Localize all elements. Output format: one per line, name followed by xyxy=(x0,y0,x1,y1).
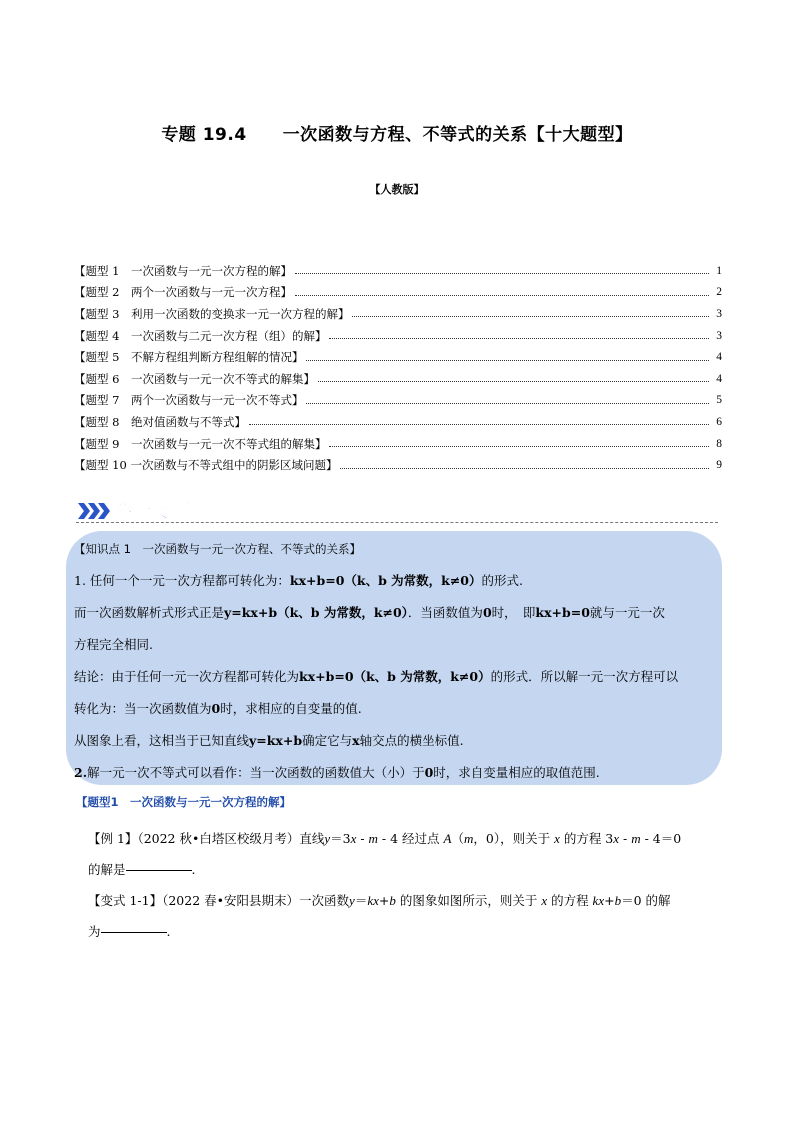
toc-leader xyxy=(295,295,709,296)
toc-item-label: 【题型 10 一次函数与不等式组中的阴影区域问题】 xyxy=(74,458,338,473)
toc-page-number: 3 xyxy=(716,307,722,320)
toc-item[interactable] xyxy=(74,303,722,325)
page-title xyxy=(0,120,794,145)
toc-leader xyxy=(295,273,709,274)
knowledge-heading: 【知识点 1 一次函数与一元一次方程、不等式的关系】 xyxy=(74,542,361,556)
toc-item-label: 【题型 9 一次函数与一元一次不等式组的解集】 xyxy=(74,436,327,451)
toc-item[interactable] xyxy=(74,411,722,433)
banner-text: 举一反三 xyxy=(112,500,189,522)
toc-item-label: 【题型 3 利用一次函数的变换求一元一次方程的解】 xyxy=(74,306,350,321)
knowledge-line: 1. 任何一个一元一次方程都可转化为：kx+b=0（k、b 为常数，k≠0）的形式. xyxy=(74,573,523,588)
toc-leader xyxy=(352,316,709,317)
title-text: 一次函数与方程、不等式的关系【十大题型】 xyxy=(282,125,633,145)
toc-leader xyxy=(329,446,709,447)
variant-1-1-line-1: 【变式 1-1】（2022 春•安阳县期末）一次函数y＝kx+b 的图象如图所示，则关于 x 的方程 kx+b＝0 的解 xyxy=(88,893,671,908)
toc-leader xyxy=(306,403,709,404)
toc-item[interactable] xyxy=(74,433,722,455)
toc-page-number: 6 xyxy=(716,415,722,428)
toc-item-label: 【题型 5 不解方程组判断方程组解的情况】 xyxy=(74,350,304,365)
section-banner xyxy=(76,495,206,523)
title-number: 专题 19.4 xyxy=(161,125,247,145)
example-1-line-2: 的解是 . xyxy=(88,862,196,877)
toc-page-number: 1 xyxy=(716,264,722,277)
toc-leader xyxy=(318,381,709,382)
toc-item-label: 【题型 7 两个一次函数与一元一次不等式】 xyxy=(74,393,304,408)
toc-page-number: 4 xyxy=(716,372,722,385)
toc-item-label: 【题型 8 绝对值函数与不等式】 xyxy=(74,414,246,429)
knowledge-line: 而一次函数解析式形式正是y=kx+b（k、b 为常数，k≠0）．当函数值为0时， 即kx+b=0就与一元一次 xyxy=(74,605,665,620)
toc-page-number: 5 xyxy=(716,394,722,407)
toc-item-label: 【题型 2 两个一次函数与一元一次方程】 xyxy=(74,285,292,300)
toc-item[interactable] xyxy=(74,346,722,368)
knowledge-line: 从图象上看，这相当于已知直线y=kx+b确定它与x轴交点的横坐标值. xyxy=(74,733,464,748)
chevron-arrows-icon xyxy=(78,503,110,519)
toc-item[interactable] xyxy=(74,390,722,412)
toc-page-number: 2 xyxy=(716,286,722,299)
knowledge-line: 转化为：当一次函数值为0时，求相应的自变量的值. xyxy=(74,701,362,716)
knowledge-line: 2.解一元一次不等式可以看作：当一次函数的函数值大（小）于0时，求自变量相应的取值范围. xyxy=(74,765,600,780)
toc-item-label: 【题型 1 一次函数与一元一次方程的解】 xyxy=(74,263,292,278)
toc-item[interactable] xyxy=(74,454,722,476)
toc-item[interactable] xyxy=(74,282,722,304)
toc-item[interactable] xyxy=(74,260,722,282)
toc-page-number: 9 xyxy=(716,459,722,472)
edition-label: 【人教版】 xyxy=(369,183,425,196)
toc-page-number: 3 xyxy=(716,329,722,342)
example-1-line-1: 【例 1】（2022 秋•白塔区校级月考）直线y＝3x - m - 4 经过点 A（m，0），则关于 x 的方程 3x - m - 4＝0 xyxy=(88,831,682,846)
toc-item-label: 【题型 4 一次函数与二元一次方程（组）的解】 xyxy=(74,328,327,343)
knowledge-line: 方程完全相同. xyxy=(74,637,153,652)
answer-blank[interactable] xyxy=(101,932,167,933)
banner-divider xyxy=(76,522,718,523)
variant-1-1-line-2: 为 . xyxy=(88,924,171,939)
toc-leader xyxy=(249,424,709,425)
section-heading: 【题型1 一次函数与一元一次方程的解】 xyxy=(76,795,291,809)
toc-leader xyxy=(340,468,709,469)
table-of-contents xyxy=(74,260,722,476)
toc-leader xyxy=(329,338,709,339)
toc-item-label: 【题型 6 一次函数与一元一次不等式的解集】 xyxy=(74,371,315,386)
toc-page-number: 8 xyxy=(716,437,722,450)
toc-item[interactable] xyxy=(74,325,722,347)
toc-leader xyxy=(306,360,709,361)
knowledge-line: 结论：由于任何一元一次方程都可转化为kx+b=0（k、b 为常数，k≠0）的形式．所以解一元一次方程可以 xyxy=(74,669,679,684)
toc-item[interactable] xyxy=(74,368,722,390)
toc-page-number: 4 xyxy=(716,351,722,364)
answer-blank[interactable] xyxy=(126,870,192,871)
